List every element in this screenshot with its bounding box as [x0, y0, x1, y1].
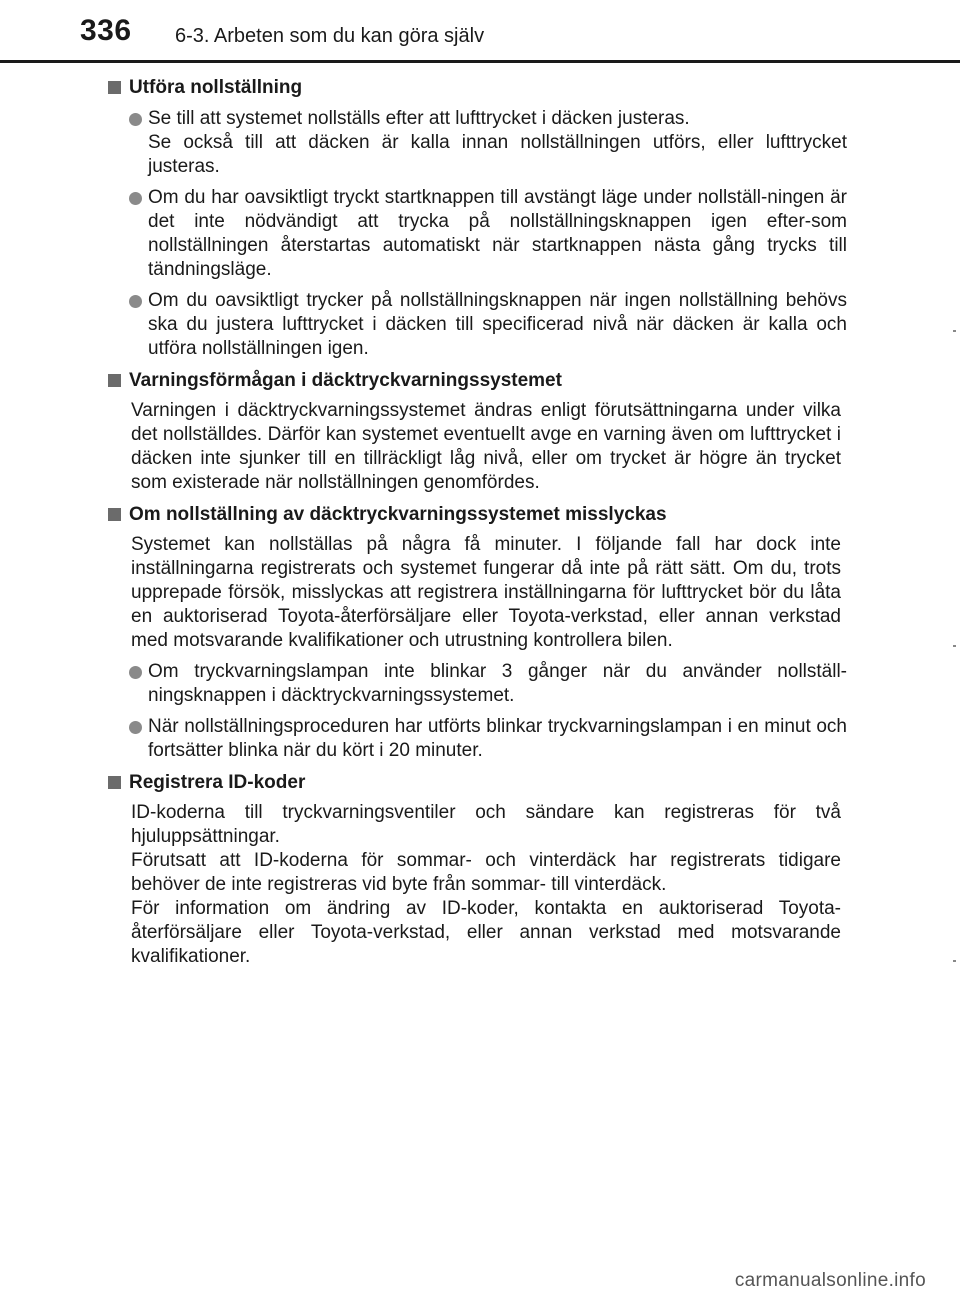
bullet-item [107, 715, 847, 763]
circle-bullet-icon [129, 721, 142, 734]
margin-tick [953, 645, 956, 647]
circle-bullet-icon [129, 666, 142, 679]
bullet-item [107, 186, 847, 282]
paragraph-text: Systemet kan nollställas på några få minuter. I följande fall har dock inte inställningarna registrerats och systemet fungerar då inte på rätt sätt. Om du, trots upprepade försök, misslyckas att registrera inställningarna för lufttrycket bör du låta en auktoriserad Toyota-återförsäljare eller Toyota-verkstad, eller annan verkstad med motsvarande kvalifikationer och utrustning kontrollera bilen. [131, 534, 841, 651]
paragraph-text: ID-koderna till tryckvarningsventiler och sändare kan registreras för två hjuluppsättningar. [131, 802, 841, 847]
section-paragraph [107, 801, 841, 969]
section-paragraph [107, 399, 841, 495]
section-heading [107, 503, 847, 527]
bullet-text: Om tryckvarningslampan inte blinkar 3 gånger när du använder nollställ-ningsknappen i däcktryckvarningssystemet. [148, 661, 847, 706]
bullet-text: Se också till att däcken är kalla innan nollställningen utförs, eller lufttrycket justeras. [148, 132, 847, 177]
paragraph-text: Varningen i däcktryckvarningssystemet ändras enligt förutsättningarna under vilka det nollställdes. Därför kan systemet eventuellt avge en varning även om lufttrycket i däcken inte sjunker till en tillräckligt låg nivå, eller om trycket är högre än trycket som existerade när nollställningen genomfördes. [131, 400, 841, 493]
section-heading [107, 76, 847, 100]
square-bullet-icon [108, 508, 121, 521]
section-heading-text: Om nollställning av däcktryckvarningssystemet misslyckas [129, 504, 667, 525]
bullet-item [107, 660, 847, 708]
bullet-text: Se till att systemet nollställs efter att lufttrycket i däcken justeras. [148, 108, 690, 129]
circle-bullet-icon [129, 192, 142, 205]
header-rule [0, 60, 960, 63]
chapter-title: 6-3. Arbeten som du kan göra själv [175, 25, 485, 47]
section-paragraph [107, 533, 841, 653]
page-number: 336 [80, 14, 132, 47]
bullet-text: När nollställningsproceduren har utförts blinkar tryckvarningslampan i en minut och fortsätter blinka när du kört i 20 minuter. [148, 716, 847, 761]
section-heading [107, 771, 847, 795]
paragraph-text: För information om ändring av ID-koder, kontakta en auktoriserad Toyota-återförsäljare eller Toyota-verkstad, eller annan verkstad med motsvarande kvalifikationer. [131, 898, 841, 967]
paragraph-text: Förutsatt att ID-koderna för sommar- och vinterdäck har registrerats tidigare behöver de inte registreras vid byte från sommar- till vinterdäck. [131, 850, 841, 895]
square-bullet-icon [108, 776, 121, 789]
square-bullet-icon [108, 81, 121, 94]
section-heading [107, 369, 847, 393]
section-heading-text: Utföra nollställning [129, 77, 303, 98]
margin-tick [953, 960, 956, 962]
circle-bullet-icon [129, 295, 142, 308]
bullet-text: Om du oavsiktligt trycker på nollställningsknappen när ingen nollställning behövs ska du justera lufttrycket i däcken till specificerad nivå när däcken är kalla och utföra nollställningen igen. [148, 290, 847, 359]
bullet-item [107, 289, 847, 361]
bullet-text: Om du har oavsiktligt tryckt startknappen till avstängt läge under nollställ-ningen är det inte nödvändigt att trycka på nollställningsknappen igen efter-som nollställningen återstartas automatiskt när startknappen nästa gång trycks till tändningsläge. [148, 187, 847, 280]
page-content [107, 68, 847, 969]
watermark: carmanualsonline.info [734, 1270, 926, 1291]
square-bullet-icon [108, 374, 121, 387]
bullet-item [107, 107, 847, 179]
section-heading-text: Registrera ID-koder [129, 772, 306, 793]
section-heading-text: Varningsförmågan i däcktryckvarningssystemet [129, 370, 562, 391]
circle-bullet-icon [129, 113, 142, 126]
margin-tick [953, 330, 956, 332]
page-header [0, 0, 960, 60]
